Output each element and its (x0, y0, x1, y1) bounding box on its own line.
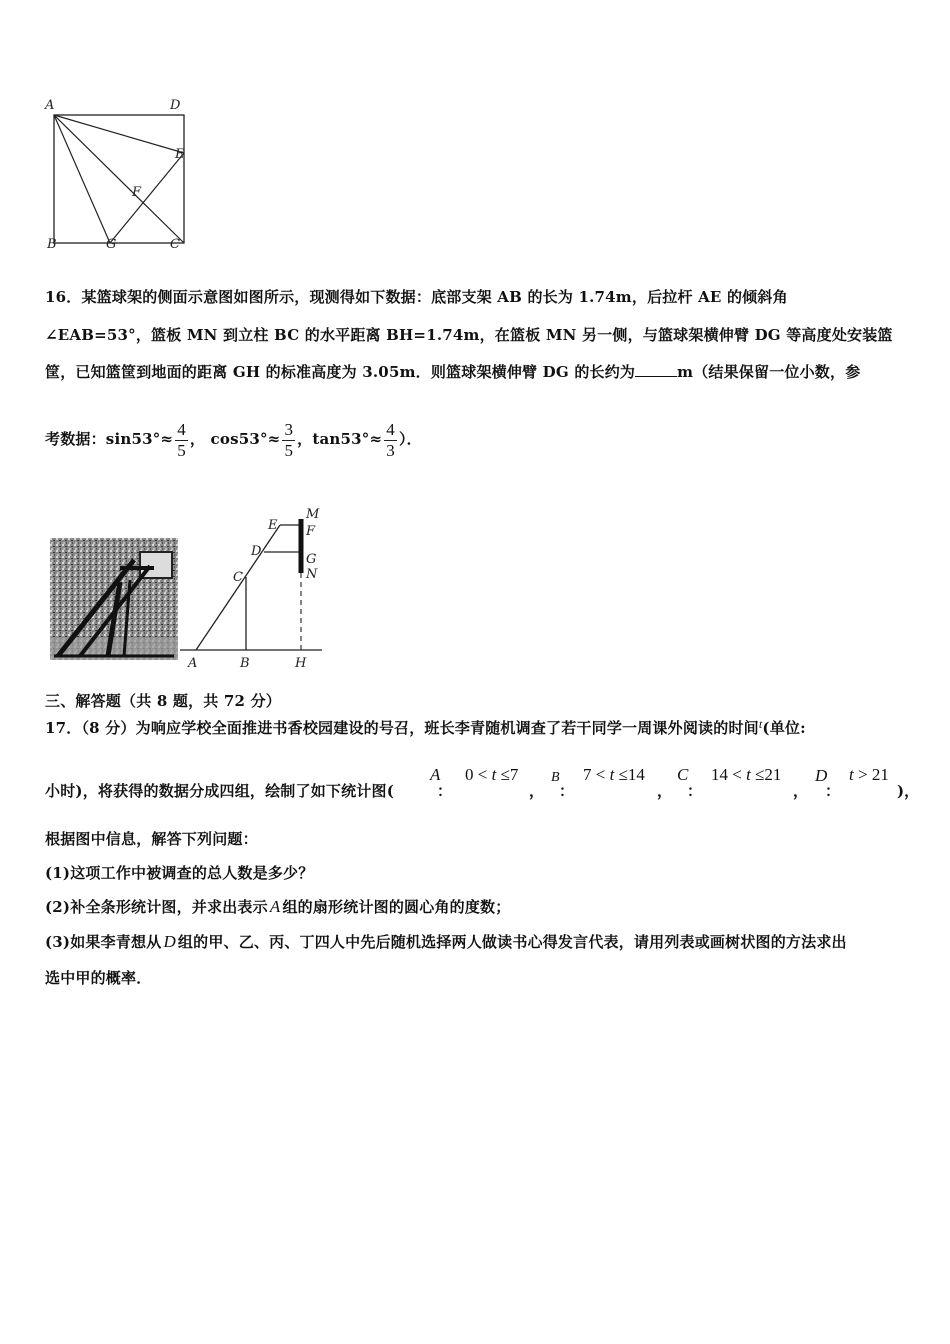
label-c: C (170, 237, 180, 252)
label-d: D (170, 98, 181, 113)
label-f: F (132, 185, 142, 200)
group-b-name: B (551, 770, 560, 785)
q17-line2 (45, 760, 925, 800)
q17-line2-prefix: 小时)，将获得的数据分成四组，绘制了如下统计图( (45, 782, 394, 800)
answer-blank (635, 362, 677, 377)
segment-ag (54, 115, 110, 243)
var-a: A (269, 897, 281, 916)
tan-numerator: 4 (386, 420, 395, 439)
cos-numerator: 3 (284, 420, 294, 439)
group-d-range: t > 21 (849, 765, 889, 784)
section-title: 三、解答题（共 8 题，共 72 分） (45, 692, 282, 710)
group-c-name: C (677, 765, 689, 784)
q17-part2 (45, 896, 510, 917)
q17-part3-a: (3)如果李青想从 (45, 933, 162, 951)
label-b: B (47, 237, 57, 252)
q17-part3 (45, 931, 847, 952)
label-e: E (175, 147, 185, 162)
ref-sep-cos: ， cos53°≈ (189, 430, 281, 449)
ref-prefix: 考数据：sin53°≈ (45, 430, 174, 449)
group-a-name: A (430, 765, 441, 784)
cos-fraction (282, 420, 295, 460)
label-n: N (306, 567, 318, 582)
q17-part3-cont: 选中甲的概率． (45, 969, 152, 987)
var-t: t (758, 717, 763, 731)
group-c-colon: ： (687, 782, 703, 800)
group-d-colon: ： (825, 782, 841, 800)
tan-denominator: 3 (386, 440, 395, 460)
segment-ae (196, 525, 280, 650)
group-b-colon: ： (559, 782, 575, 800)
basketball-stand-diagram (180, 505, 330, 675)
square-figure (40, 95, 200, 255)
q17-intro: 根据图中信息，解答下列问题： (45, 830, 258, 848)
q16-line3-text: 筐，已知篮筐到地面的距离 GH 的标准高度为 3.05m．则篮球架横伸臂 DG 的长约为 (45, 363, 636, 381)
tan-fraction (384, 420, 397, 460)
group-b-range: 7 < t ≤14 (583, 765, 645, 784)
q17-line1 (45, 717, 806, 738)
group-b-comma: ， (657, 782, 673, 800)
group-a-colon: ： (437, 782, 453, 800)
label-b: B (240, 656, 250, 671)
group-a-comma: ， (529, 782, 545, 800)
ref-suffix: ）． (398, 430, 422, 449)
q17-part2-a: (2)补全条形统计图，并求出表示 (45, 898, 268, 916)
ref-sep-tan: ，tan53°≈ (297, 430, 383, 449)
q17-part2-b: 组的扇形统计图的圆心角的度数； (282, 898, 511, 916)
basketball-stand-photo (50, 538, 178, 660)
sin-fraction (175, 420, 188, 460)
q16-line3-tail: m（结果保留一位小数，参 (677, 363, 861, 381)
q17-line1-text: 17．（8 分）为响应学校全面推进书香校园建设的号召，班长李青随机调查了若干同学一周课外阅读的时间 (45, 719, 759, 737)
q17-unit: (单位: (762, 719, 806, 737)
q16-reference-data (45, 420, 422, 460)
label-g: G (306, 552, 317, 567)
sin-denominator: 5 (177, 440, 186, 460)
sin-numerator: 4 (177, 420, 186, 439)
label-a: A (188, 656, 198, 671)
group-a-range: 0 < t ≤7 (465, 765, 519, 784)
label-d: D (251, 544, 262, 559)
group-d-name: D (815, 766, 828, 785)
q16-line1: 16．某篮球架的侧面示意图如图所示，现测得如下数据：底部支架 AB 的长为 1.74m，后拉杆 AE 的倾斜角 (45, 288, 788, 306)
group-c-range: 14 < t ≤21 (711, 765, 782, 784)
label-c: C (233, 570, 243, 585)
label-g: G (106, 237, 117, 252)
group-c-comma: ， (793, 782, 809, 800)
label-m: M (306, 507, 320, 522)
q16-line2: ∠EAB=53°，篮板 MN 到立柱 BC 的水平距离 BH=1.74m，在篮板 MN 另一侧，与篮球架横伸臂 DG 等高度处安装篮 (45, 326, 893, 344)
q17-line2-suffix: )， (897, 782, 920, 800)
label-f: F (306, 524, 316, 539)
q16-line3 (45, 361, 860, 382)
label-a: A (45, 98, 55, 113)
label-h: H (295, 656, 307, 671)
segment-ge (110, 153, 184, 243)
q17-part3-b: 组的甲、乙、丙、丁四人中先后随机选择两人做读书心得发言代表，请用列表或画树状图的方法求出 (177, 933, 847, 951)
label-e: E (268, 518, 278, 533)
var-d: D (163, 932, 176, 951)
q17-part1: (1)这项工作中被调查的总人数是多少？ (45, 864, 314, 882)
cos-denominator: 5 (284, 440, 294, 460)
